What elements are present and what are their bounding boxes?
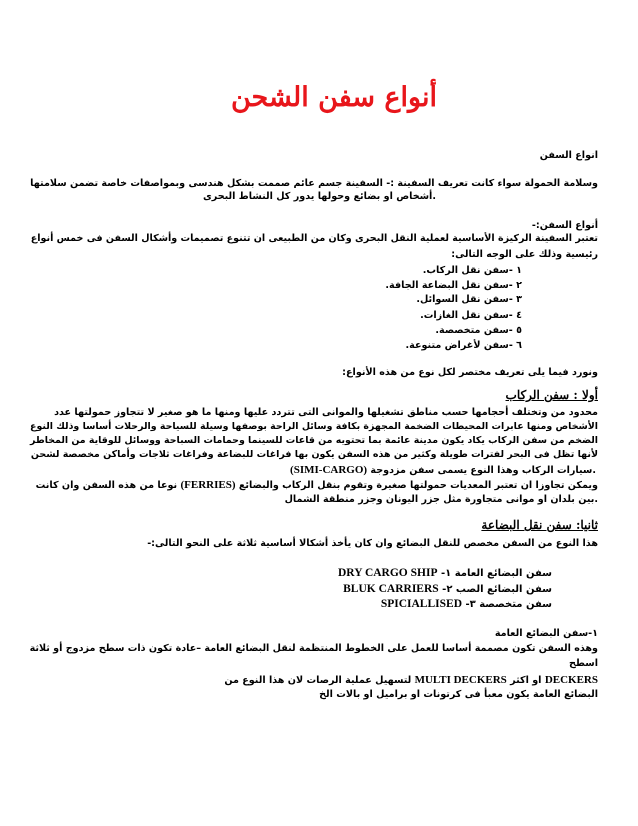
text-line: .بين بلدان او موانى متجاورة مثل جزر اليونان وجزر منطقة الشمال [284, 494, 598, 505]
text-line: البضائع العامة يكون معبأ فى كرتونات او براميل او بالات الخ [319, 689, 598, 700]
text-line: انواع السفن [539, 150, 598, 161]
cargo-type-en: SPICIALLISED [380, 598, 462, 610]
text-line [224, 674, 598, 687]
list-item: ٣ -سفن نقل السوائل. [416, 294, 522, 305]
text-segment: لتسهيل عملية الرصات لان هذا النوع من [224, 675, 415, 686]
text-line: رئيسية وذلك على الوجه التالى: [451, 249, 598, 260]
list-item: ٥ -سفن متخصصة. [435, 325, 522, 336]
cargo-type-en: DRY CARGO SHIP [337, 567, 438, 579]
text-line: وهذه السفن تكون مصممة أساسا للعمل على الخطوط المنتظمة لنقل البضائع العامة –عادة تكون ذات سطح مزدوج أو ثلاثة [29, 643, 598, 654]
section-heading: أولا : سفن الركاب [505, 388, 598, 402]
cargo-type-item [343, 583, 552, 595]
cargo-type-en: BLUK CARRIERS [343, 583, 439, 595]
cargo-type-ar: سفن البضائع العامة ١- [440, 568, 552, 579]
cargo-type-ar: سفن متخصصة ٣- [465, 599, 552, 610]
section-heading: ثانيا: سفن نقل البضاعة [481, 518, 598, 532]
sub-heading: ١-سفن البضائع العامة [494, 628, 598, 639]
text-line: ونورد فيما يلى تعريف مختصر لكل نوع من هذه الأنواع: [342, 367, 598, 378]
text-segment-en: (SIMI-CARGO) [290, 464, 368, 476]
text-segment-en: (FERRIES) [180, 479, 236, 491]
text-line: محدود من وتختلف أحجامها حسب مناطق تشغيلها والموانى التى تتردد عليها ومنها ما هو صغير لا تتجاوز حمولتها عدد [54, 407, 598, 418]
cargo-type-item [338, 567, 552, 579]
list-item: ٤ -سفن نقل الغازات. [420, 310, 522, 321]
text-line [290, 464, 596, 477]
text-segment: او اكثر [506, 675, 545, 686]
cargo-type-item [381, 598, 552, 610]
page-title: أنواع سفن الشحن [230, 82, 437, 113]
text-line [36, 479, 598, 492]
text-segment: نوعا من هذه السفن وان كانت [35, 480, 181, 491]
text-segment-en: DECKERS [544, 674, 598, 686]
text-segment-en: MULTI DECKERS [414, 674, 507, 686]
text-line: أنواع السفن:- [531, 220, 598, 231]
text-line: لأنها تظل فى البحر لفترات طويلة وكثير من هذه السفن يكون بها فراغات للبضاعة وفراغات ثلاجات وأماكن مخصصة لشحن [30, 449, 598, 460]
text-line: تعتبر السفينة الركيزة الأساسية لعملية النقل البحرى وكان من الطبيعى ان تتنوع تصميمات وأشكال السفن فى خمس أنواع [30, 233, 598, 244]
text-line: الضخم من سفن الركاب يكاد يكون مدينة عائمة بما تحتويه من قاعات للسينما وحمامات السباحة ووسائل للوقاية من المخاطر [29, 435, 598, 446]
text-line: وسلامة الحمولة سواء كانت تعريف السفينة :- السفينة جسم عائم صممت بشكل هندسى وبمواصفات خاصة تضمن سلامتها [30, 178, 598, 189]
text-line: الأشخاص ومنها عابرات المحيطات الضخمة المجهزة بكافة وسائل الراحة بوصفها وسيلة للسياحة والرحلات أساسا وذلك النوع [30, 421, 598, 432]
text-line: اسطح [569, 658, 598, 669]
text-segment: .سيارات الركاب وهذا النوع يسمى سفن مزدوجة [370, 465, 596, 476]
text-line: .أشخاص او بضائع وحولها يدور كل النشاط البحرى [202, 191, 436, 202]
text-segment: ويمكن تجاوزا ان تعتبر المعديات حمولتها صغيرة وتقوم بنقل الركاب والبضائع [235, 480, 598, 491]
list-item: ١ -سفن نقل الركاب. [422, 265, 522, 276]
list-item: ٢ -سفن نقل البضاعة الجافة. [385, 280, 522, 291]
list-item: ٦ -سفن لأغراض متنوعة. [405, 340, 522, 351]
cargo-type-ar: سفن البضائع الصب ٢- [442, 584, 552, 595]
text-line: هذا النوع من السفن مخصص للنقل البضائع وان كان يأخذ أشكالا أساسية ثلاثة على النحو التالى:- [147, 538, 598, 549]
